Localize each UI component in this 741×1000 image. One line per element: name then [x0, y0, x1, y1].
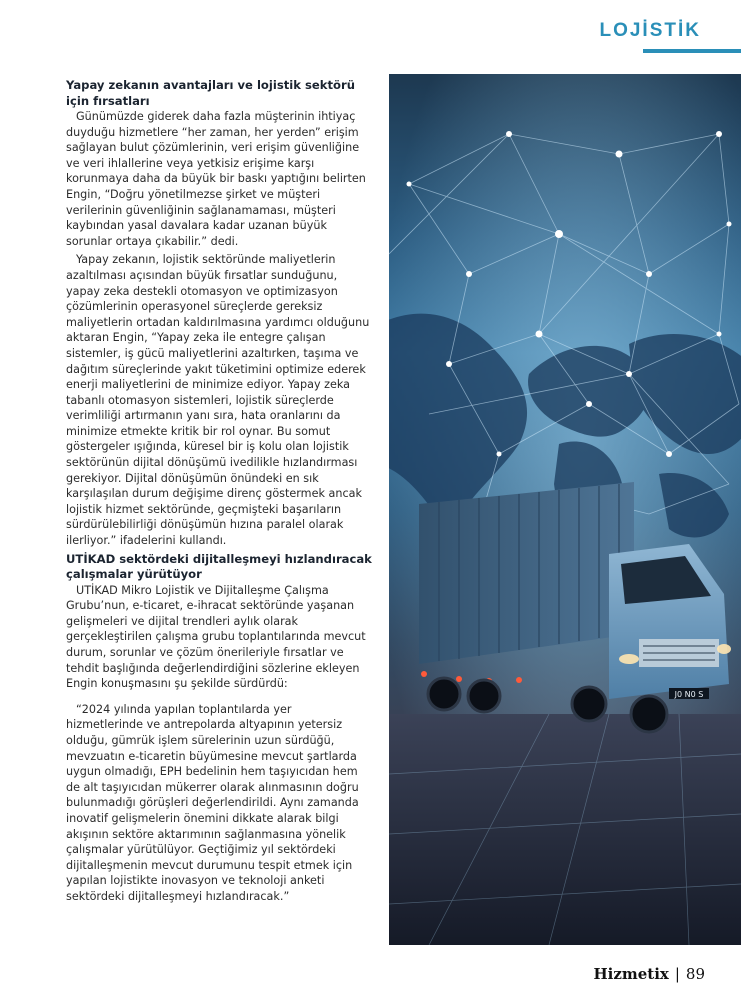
heading-ai-advantages: Yapay zekanın avantajları ve lojistik sektörü için fırsatları — [66, 78, 355, 108]
section-label: LOJİSTİK — [599, 20, 701, 41]
paragraph-1: Günümüzde giderek daha fazla müşterinin ihtiyaç duyduğu hizmetlere “her zaman, her yerden” erişim sağlayan bulut çözümlerinin, veri erişim güvenliğine ve veri ihlallerine veya yetkisiz erişime karşı korunmaya daha da büyük bir baskı yaptığını belirten Engin, “Doğru yönetilmezse şirket ve müşteri verilerinin güvenliğinin sağlanamaması, müşteri kaybından yasal davalara kadar uzanan büyük sorunlar ortaya çıkabilir.” dedi. — [66, 110, 366, 248]
license-plate: J0 N0 S — [674, 690, 704, 699]
paragraph-quote: “2024 yılında yapılan toplantılarda yer hizmetlerinde ve antrepolarda altyapının yetersiz olduğu, gümrük işlem sürelerinin uzun sürdüğü, mevzuatın e-ticaretin büyümesine mevcut şartlarda uygun olmadığı, EPH bedelinin hem taşıyıcıdan hem de alt taşıyıcıdan mükerrer olarak alınmasının doğru bulunmadığı görüşleri değerlendirildi. Aynı zamanda inovatif gelişmelerin önemini dikkate alarak bilgi akışının sektöre aktarımının sağlanmasına yönelik çalışmalar yürütülüyor. Geçtiğimiz yıl sektördeki dijitalleşmenin mevcut durumunu tespit etmek için yapılan lojistikte inovasyon ve teknoloji anketi sektördeki dijitalleşmeyi hızlandıracak.” — [66, 702, 359, 903]
paragraph-3: UTİKAD Mikro Lojistik ve Dijitalleşme Çalışma Grubu’nun, e-ticaret, e-ihracat sektöründe yaşanan gelişmeleri ve dijital trendleri aylık olarak gerçekleştirilen çalışma grubu toplantılarında mevcut durum, sorunlar ve çözüm önerileriyle fırsatlar ve tehdit başlığında değerlendirdiğini sözlerine ekleyen Engin konuşmasını şu şekilde sürdürdü: — [66, 583, 366, 691]
heading-utikad: UTİKAD sektördeki dijitalleşmeyi hızlandıracak çalışmalar yürütüyor — [66, 551, 372, 582]
footer-separator: | — [674, 965, 680, 983]
magazine-brand: Hizmetix — [593, 965, 669, 983]
article-column — [66, 78, 372, 908]
hero-illustration — [389, 74, 741, 945]
page-number: 89 — [685, 965, 705, 983]
section-rule — [643, 49, 741, 53]
hero-image-logistics-truck — [389, 74, 741, 945]
page-footer — [593, 965, 705, 983]
paragraph-2: Yapay zekanın, lojistik sektöründe maliyetlerin azaltılması açısından büyük fırsatlar sunduğunu, yapay zeka destekli otomasyon ve optimizasyon çözümlerinin operasyonel süreçlerde gereksiz maliyetlerin ortadan kaldırılmasına yardımcı olduğunu aktaran Engin, “Yapay zeka ile entegre çalışan sistemler, iş gücü maliyetlerini azaltırken, taşıma ve dağıtım süreçlerinde yakıt tüketimini optimize ederek enerji maliyetlerini de minimize ediyor. Yapay zeka tabanlı otomasyon sistemleri, lojistik süreçlerde verimliliği artırmanın yanı sıra, hata oranlarını da minimize etmekte kritik bir rol oynar. Bu somut göstergeler ışığında, küresel bir iş kolu olan lojistik sektörünün dijital dönüşümü ivedilikle hızlandırması gerekiyor. Dijital dönüşümün önündeki en sık karşılaşılan durum değişime direnç göstermek ancak lojistik hizmet sektöründe, geçmişteki başarıların sürdürülebilirliği dönüşümün hızına paralel olarak ilerliyor.” ifadelerini kullandı. — [66, 253, 370, 548]
road-surface — [389, 714, 741, 945]
truck-container — [419, 482, 634, 664]
